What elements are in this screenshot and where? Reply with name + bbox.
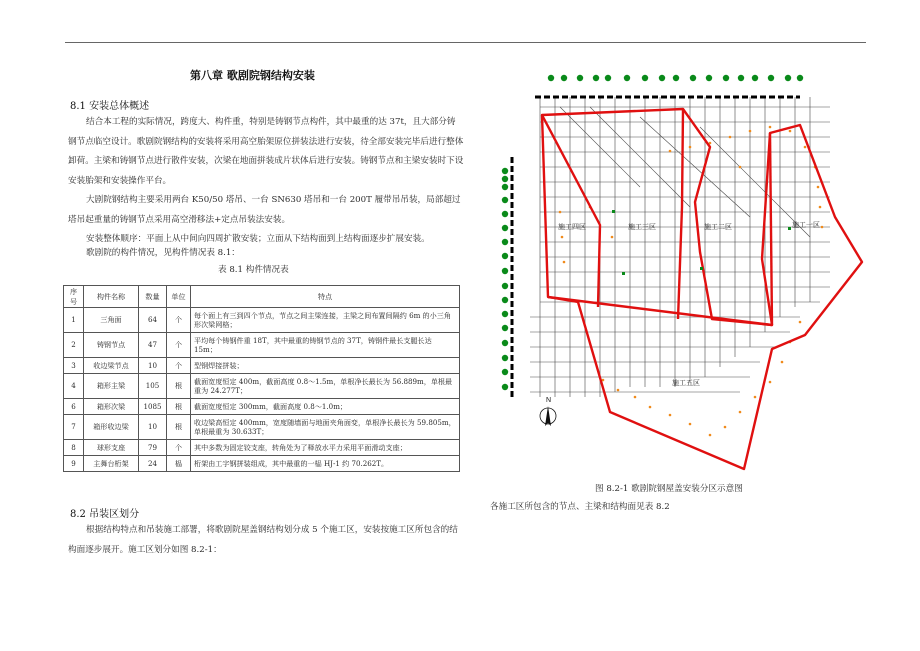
paragraph-table-intro: 歌剧院的构件情况，见构件情况表 8.1： [86, 248, 240, 258]
cell-quantity: 64 [139, 308, 167, 333]
roof-zoning-plan [500, 67, 875, 477]
cell-quantity: 10 [139, 358, 167, 374]
cell-name: 球形支座 [84, 440, 139, 456]
zone-label-3: 施工三区 [628, 223, 656, 231]
axis-markers-top [548, 75, 803, 81]
zone-boundaries [542, 109, 862, 469]
cell-quantity: 47 [139, 333, 167, 358]
cell-unit: 个 [167, 333, 191, 358]
cell-name: 箱形主梁 [84, 374, 139, 399]
cell-features: 每个面上有三到四个节点，节点之间主梁连接，主梁之间布置间隔约 6m 的小三角形次梁网格； [191, 308, 460, 333]
cell-quantity: 1085 [139, 399, 167, 415]
cell-features: 其中多数为固定铰支座，转角处为了释放水平力采用平面滑动支座； [191, 440, 460, 456]
chapter-title: 第八章 歌剧院钢结构安装 [190, 69, 315, 82]
cell-unit: 榀 [167, 456, 191, 472]
cell-name: 主舞台桁架 [84, 456, 139, 472]
table-row [64, 374, 460, 399]
table-row [64, 415, 460, 440]
table-row [64, 440, 460, 456]
cell-index: 9 [64, 456, 84, 472]
cell-index: 8 [64, 440, 84, 456]
header-quantity: 数量 [139, 286, 167, 308]
north-arrow [540, 397, 556, 426]
cell-quantity: 10 [139, 415, 167, 440]
zone-label-2: 施工二区 [704, 223, 732, 231]
component-table [63, 285, 460, 472]
cell-features: 截面宽度恒定 300mm，截面高度 0.8～1.0m； [191, 399, 460, 415]
cell-unit: 个 [167, 308, 191, 333]
cell-features: 桁架由工字钢拼装组成，其中最重的一榀 HJ-1 约 70.262T。 [191, 456, 460, 472]
paragraph-sequence: 安装整体顺序：平面上从中间向四周扩散安装；立面从下结构面到上结构面逐步扩展安装。 [86, 234, 430, 244]
cell-features: 收边梁高恒定 400mm，宽度随墙面与地面夹角面变，单根净长最长为 59.805m，单根最重为 30.633T； [191, 415, 460, 440]
table-caption: 表 8.1 构件情况表 [218, 265, 289, 275]
cell-features: 型钢焊接拼装； [191, 358, 460, 374]
cell-name: 箱形次梁 [84, 399, 139, 415]
header-unit: 单位 [167, 286, 191, 308]
cell-name: 收边梁节点 [84, 358, 139, 374]
cell-unit: 根 [167, 415, 191, 440]
table-row [64, 399, 460, 415]
paragraph-zones: 根据结构特点和吊装施工部署，将歌剧院屋盖钢结构划分成 5 个施工区，安装按施工区所包含的结构面逐步展开。施工区划分如图 8.2-1： [68, 525, 458, 555]
cell-unit: 个 [167, 358, 191, 374]
paragraph-cranes: 大剧院钢结构主要采用两台 K50/50 塔吊、一台 SN630 塔吊和一台 200T 履带吊吊装，局部超过塔吊起重量的铸钢节点采用高空滑移法+定点吊装法安装。 [68, 195, 461, 225]
paragraph-overview: 结合本工程的实际情况，跨度大、构件重，特别是铸钢节点构件，其中最重的达 37t，且大部分铸钢节点临空设计。歌剧院钢结构的安装将采用高空胎架原位拼装法进行安装，待全部安装完毕后进行整体卸荷。主梁和铸钢节点进行散件安装，次梁在地面拼装成片状体后进行安装。铸钢节点和主梁安装时下设安装胎架和安装操作平台。 [68, 117, 464, 186]
zone-label-4: 施工四区 [558, 223, 586, 231]
cell-index: 7 [64, 415, 84, 440]
table-header-row [64, 286, 460, 308]
zone-label-1: 施工一区 [792, 221, 820, 229]
cell-features: 截面宽度恒定 400m，截面高度 0.8～1.5m，单根净长最长为 56.889m，单根最重为 24.277T； [191, 374, 460, 399]
cell-quantity: 79 [139, 440, 167, 456]
cell-name: 铸钢节点 [84, 333, 139, 358]
figure-followup-note: 各施工区所包含的节点、主梁和结构面见表 8.2 [490, 502, 670, 512]
header-index: 序号 [64, 286, 84, 308]
cell-index: 1 [64, 308, 84, 333]
cell-quantity: 24 [139, 456, 167, 472]
cell-features: 平均每个铸钢件重 18T，其中最重的铸钢节点的 37T，铸钢件最长支腿长达 15m； [191, 333, 460, 358]
table-row [64, 333, 460, 358]
section-heading-8-1: 8.1 安装总体概述 [70, 101, 150, 112]
north-label: N [546, 397, 552, 404]
cell-unit: 根 [167, 399, 191, 415]
cell-index: 6 [64, 399, 84, 415]
cell-quantity: 105 [139, 374, 167, 399]
cell-name: 箱形收边梁 [84, 415, 139, 440]
zone-label-5: 施工五区 [672, 379, 700, 387]
table-row [64, 358, 460, 374]
cell-index: 4 [64, 374, 84, 399]
table-row [64, 308, 460, 333]
section-heading-8-2: 8.2 吊装区划分 [70, 509, 140, 520]
axis-markers-left [502, 168, 508, 390]
cell-index: 2 [64, 333, 84, 358]
cell-unit: 个 [167, 440, 191, 456]
header-name: 构件名称 [84, 286, 139, 308]
figure-caption: 图 8.2-1 歌剧院钢屋盖安装分区示意图 [595, 484, 743, 494]
cell-index: 3 [64, 358, 84, 374]
cell-unit: 根 [167, 374, 191, 399]
header-features: 特点 [191, 286, 460, 308]
table-row [64, 456, 460, 472]
header-rule [65, 42, 866, 43]
cell-name: 三角面 [84, 308, 139, 333]
